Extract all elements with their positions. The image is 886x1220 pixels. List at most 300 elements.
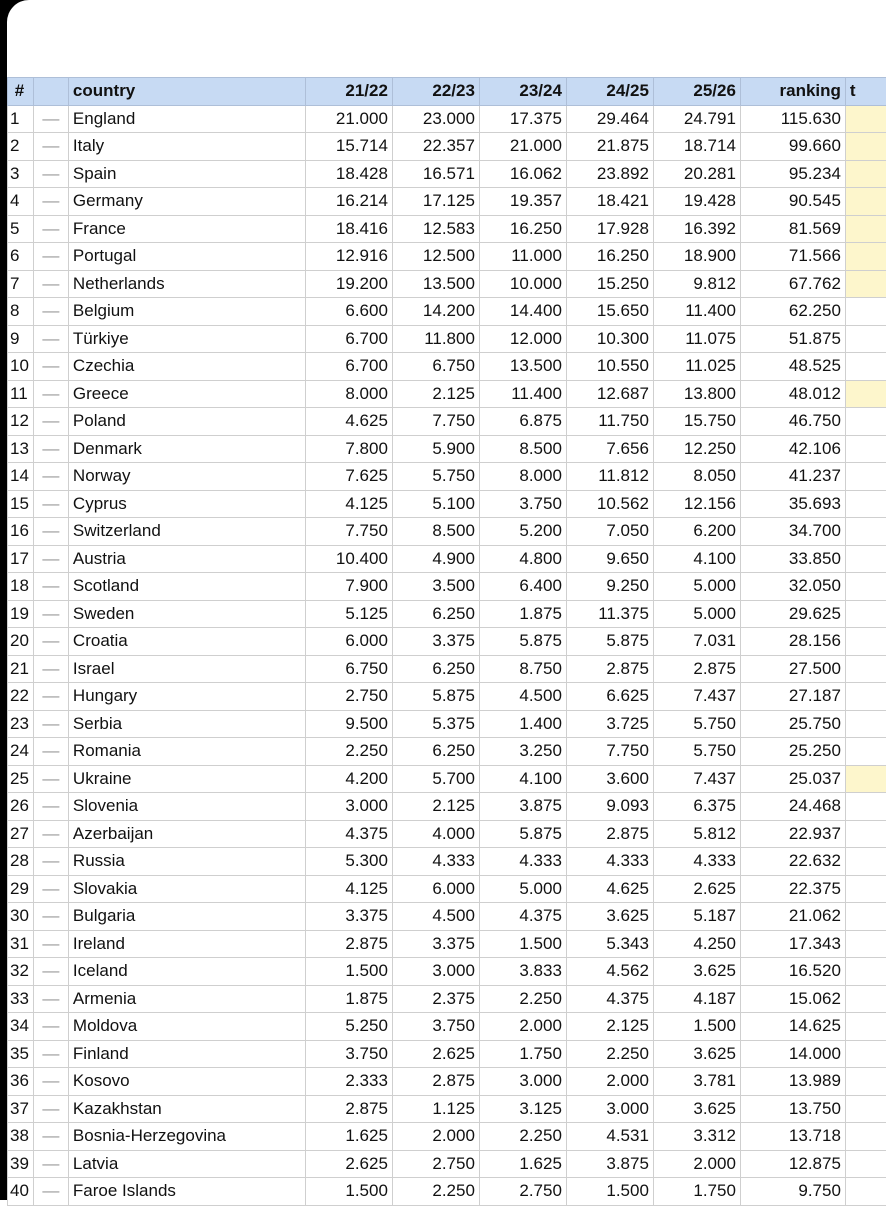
season-2223-cell[interactable]: 2.625 <box>392 1040 479 1068</box>
season-2425-cell[interactable]: 11.375 <box>566 600 653 628</box>
season-2526-cell[interactable]: 5.187 <box>653 903 740 931</box>
season-2324-cell[interactable]: 13.500 <box>479 353 566 381</box>
season-2425-cell[interactable]: 12.687 <box>566 380 653 408</box>
season-2324-cell[interactable]: 1.750 <box>479 1040 566 1068</box>
ranking-cell[interactable]: 67.762 <box>740 270 845 298</box>
extra-cell[interactable] <box>845 243 886 271</box>
season-2122-cell[interactable]: 4.625 <box>305 408 392 436</box>
season-2425-cell[interactable]: 7.050 <box>566 518 653 546</box>
country-cell[interactable]: Bosnia-Herzegovina <box>68 1123 305 1151</box>
season-2324-cell[interactable]: 11.400 <box>479 380 566 408</box>
rank-cell[interactable]: 11 <box>8 380 34 408</box>
extra-cell[interactable] <box>845 820 886 848</box>
season-2425-cell[interactable]: 4.375 <box>566 985 653 1013</box>
season-2526-cell[interactable]: 7.437 <box>653 683 740 711</box>
dash-cell[interactable]: — <box>33 270 68 298</box>
season-2122-cell[interactable]: 7.625 <box>305 463 392 491</box>
season-2425-cell[interactable]: 2.875 <box>566 820 653 848</box>
dash-cell[interactable]: — <box>33 1013 68 1041</box>
extra-cell[interactable] <box>845 1013 886 1041</box>
country-cell[interactable]: Belgium <box>68 298 305 326</box>
dash-cell[interactable]: — <box>33 903 68 931</box>
season-2223-cell[interactable]: 1.125 <box>392 1095 479 1123</box>
extra-cell[interactable] <box>845 848 886 876</box>
season-2223-cell[interactable]: 12.583 <box>392 215 479 243</box>
extra-cell[interactable] <box>845 985 886 1013</box>
dash-cell[interactable]: — <box>33 188 68 216</box>
season-2223-cell[interactable]: 5.375 <box>392 710 479 738</box>
season-2526-cell[interactable]: 4.333 <box>653 848 740 876</box>
season-2223-cell[interactable]: 2.250 <box>392 1178 479 1206</box>
season-2425-cell[interactable]: 2.125 <box>566 1013 653 1041</box>
extra-cell[interactable] <box>845 1040 886 1068</box>
season-2324-cell[interactable]: 2.250 <box>479 985 566 1013</box>
season-2526-cell[interactable]: 5.000 <box>653 573 740 601</box>
extra-cell[interactable] <box>845 628 886 656</box>
rank-cell[interactable]: 37 <box>8 1095 34 1123</box>
country-cell[interactable]: Czechia <box>68 353 305 381</box>
season-2223-cell[interactable]: 6.000 <box>392 875 479 903</box>
dash-cell[interactable]: — <box>33 435 68 463</box>
season-2122-cell[interactable]: 2.250 <box>305 738 392 766</box>
extra-cell[interactable] <box>845 1068 886 1096</box>
season-2526-cell[interactable]: 3.625 <box>653 958 740 986</box>
rank-cell[interactable]: 4 <box>8 188 34 216</box>
season-2425-cell[interactable]: 2.000 <box>566 1068 653 1096</box>
season-2324-cell[interactable]: 5.200 <box>479 518 566 546</box>
extra-cell[interactable] <box>845 1095 886 1123</box>
dash-cell[interactable]: — <box>33 105 68 133</box>
rank-cell[interactable]: 34 <box>8 1013 34 1041</box>
season-2526-cell[interactable]: 1.750 <box>653 1178 740 1206</box>
rank-cell[interactable]: 26 <box>8 793 34 821</box>
season-2122-cell[interactable]: 6.000 <box>305 628 392 656</box>
season-2425-cell[interactable]: 11.812 <box>566 463 653 491</box>
season-2425-cell[interactable]: 7.750 <box>566 738 653 766</box>
season-2425-cell[interactable]: 29.464 <box>566 105 653 133</box>
season-2223-cell[interactable]: 2.375 <box>392 985 479 1013</box>
season-2425-cell[interactable]: 4.625 <box>566 875 653 903</box>
season-2425-cell[interactable]: 10.550 <box>566 353 653 381</box>
ranking-cell[interactable]: 62.250 <box>740 298 845 326</box>
country-cell[interactable]: Poland <box>68 408 305 436</box>
season-2526-cell[interactable]: 11.400 <box>653 298 740 326</box>
season-2526-cell[interactable]: 18.900 <box>653 243 740 271</box>
season-2223-cell[interactable]: 5.700 <box>392 765 479 793</box>
rank-cell[interactable]: 25 <box>8 765 34 793</box>
season-2526-cell[interactable]: 3.312 <box>653 1123 740 1151</box>
season-2324-cell[interactable]: 2.750 <box>479 1178 566 1206</box>
country-cell[interactable]: Greece <box>68 380 305 408</box>
extra-cell[interactable] <box>845 600 886 628</box>
ranking-cell[interactable]: 15.062 <box>740 985 845 1013</box>
country-cell[interactable]: Bulgaria <box>68 903 305 931</box>
dash-cell[interactable]: — <box>33 490 68 518</box>
season-2223-cell[interactable]: 3.375 <box>392 930 479 958</box>
rank-cell[interactable]: 28 <box>8 848 34 876</box>
ranking-cell[interactable]: 71.566 <box>740 243 845 271</box>
season-2324-cell[interactable]: 17.375 <box>479 105 566 133</box>
extra-cell[interactable] <box>845 738 886 766</box>
country-cell[interactable]: Israel <box>68 655 305 683</box>
extra-cell[interactable] <box>845 298 886 326</box>
rank-cell[interactable]: 9 <box>8 325 34 353</box>
rank-cell[interactable]: 24 <box>8 738 34 766</box>
season-2324-cell[interactable]: 2.000 <box>479 1013 566 1041</box>
header-season-2223[interactable]: 22/23 <box>392 78 479 106</box>
dash-cell[interactable]: — <box>33 793 68 821</box>
country-cell[interactable]: Finland <box>68 1040 305 1068</box>
season-2526-cell[interactable]: 4.100 <box>653 545 740 573</box>
rank-cell[interactable]: 7 <box>8 270 34 298</box>
season-2324-cell[interactable]: 8.500 <box>479 435 566 463</box>
season-2526-cell[interactable]: 4.250 <box>653 930 740 958</box>
season-2223-cell[interactable]: 5.875 <box>392 683 479 711</box>
dash-cell[interactable]: — <box>33 215 68 243</box>
season-2223-cell[interactable]: 2.125 <box>392 380 479 408</box>
season-2324-cell[interactable]: 1.400 <box>479 710 566 738</box>
extra-cell[interactable] <box>845 683 886 711</box>
season-2122-cell[interactable]: 2.333 <box>305 1068 392 1096</box>
extra-cell[interactable] <box>845 188 886 216</box>
season-2122-cell[interactable]: 6.700 <box>305 325 392 353</box>
season-2526-cell[interactable]: 9.812 <box>653 270 740 298</box>
rank-cell[interactable]: 18 <box>8 573 34 601</box>
country-cell[interactable]: Faroe Islands <box>68 1178 305 1206</box>
season-2122-cell[interactable]: 18.428 <box>305 160 392 188</box>
season-2122-cell[interactable]: 15.714 <box>305 133 392 161</box>
ranking-cell[interactable]: 27.187 <box>740 683 845 711</box>
season-2526-cell[interactable]: 2.000 <box>653 1150 740 1178</box>
ranking-cell[interactable]: 90.545 <box>740 188 845 216</box>
dash-cell[interactable]: — <box>33 683 68 711</box>
ranking-cell[interactable]: 95.234 <box>740 160 845 188</box>
season-2526-cell[interactable]: 20.281 <box>653 160 740 188</box>
season-2324-cell[interactable]: 16.062 <box>479 160 566 188</box>
season-2122-cell[interactable]: 1.875 <box>305 985 392 1013</box>
season-2526-cell[interactable]: 19.428 <box>653 188 740 216</box>
season-2223-cell[interactable]: 4.333 <box>392 848 479 876</box>
ranking-cell[interactable]: 32.050 <box>740 573 845 601</box>
season-2324-cell[interactable]: 3.250 <box>479 738 566 766</box>
dash-cell[interactable]: — <box>33 765 68 793</box>
season-2425-cell[interactable]: 16.250 <box>566 243 653 271</box>
ranking-cell[interactable]: 25.250 <box>740 738 845 766</box>
country-cell[interactable]: Sweden <box>68 600 305 628</box>
season-2324-cell[interactable]: 5.875 <box>479 628 566 656</box>
country-cell[interactable]: Latvia <box>68 1150 305 1178</box>
season-2425-cell[interactable]: 9.093 <box>566 793 653 821</box>
country-cell[interactable]: Hungary <box>68 683 305 711</box>
dash-cell[interactable]: — <box>33 573 68 601</box>
season-2425-cell[interactable]: 5.875 <box>566 628 653 656</box>
season-2223-cell[interactable]: 2.750 <box>392 1150 479 1178</box>
season-2122-cell[interactable]: 1.500 <box>305 958 392 986</box>
season-2223-cell[interactable]: 11.800 <box>392 325 479 353</box>
extra-cell[interactable] <box>845 710 886 738</box>
rank-cell[interactable]: 36 <box>8 1068 34 1096</box>
rank-cell[interactable]: 39 <box>8 1150 34 1178</box>
season-2223-cell[interactable]: 4.000 <box>392 820 479 848</box>
season-2324-cell[interactable]: 8.000 <box>479 463 566 491</box>
season-2324-cell[interactable]: 4.800 <box>479 545 566 573</box>
country-cell[interactable]: Germany <box>68 188 305 216</box>
season-2526-cell[interactable]: 7.031 <box>653 628 740 656</box>
season-2425-cell[interactable]: 5.343 <box>566 930 653 958</box>
rank-cell[interactable]: 30 <box>8 903 34 931</box>
rank-cell[interactable]: 2 <box>8 133 34 161</box>
country-cell[interactable]: Netherlands <box>68 270 305 298</box>
season-2122-cell[interactable]: 7.750 <box>305 518 392 546</box>
ranking-cell[interactable]: 42.106 <box>740 435 845 463</box>
rank-cell[interactable]: 20 <box>8 628 34 656</box>
season-2324-cell[interactable]: 4.375 <box>479 903 566 931</box>
rank-cell[interactable]: 5 <box>8 215 34 243</box>
season-2324-cell[interactable]: 6.400 <box>479 573 566 601</box>
extra-cell[interactable] <box>845 1178 886 1206</box>
ranking-cell[interactable]: 9.750 <box>740 1178 845 1206</box>
season-2122-cell[interactable]: 1.500 <box>305 1178 392 1206</box>
ranking-cell[interactable]: 46.750 <box>740 408 845 436</box>
extra-cell[interactable] <box>845 545 886 573</box>
rank-cell[interactable]: 33 <box>8 985 34 1013</box>
season-2324-cell[interactable]: 1.875 <box>479 600 566 628</box>
season-2526-cell[interactable]: 2.625 <box>653 875 740 903</box>
ranking-cell[interactable]: 13.989 <box>740 1068 845 1096</box>
extra-cell[interactable] <box>845 875 886 903</box>
ranking-cell[interactable]: 22.375 <box>740 875 845 903</box>
season-2324-cell[interactable]: 5.875 <box>479 820 566 848</box>
dash-cell[interactable]: — <box>33 133 68 161</box>
season-2122-cell[interactable]: 12.916 <box>305 243 392 271</box>
season-2324-cell[interactable]: 4.333 <box>479 848 566 876</box>
country-cell[interactable]: Slovenia <box>68 793 305 821</box>
season-2223-cell[interactable]: 6.250 <box>392 738 479 766</box>
country-cell[interactable]: Cyprus <box>68 490 305 518</box>
ranking-cell[interactable]: 81.569 <box>740 215 845 243</box>
rank-cell[interactable]: 27 <box>8 820 34 848</box>
season-2425-cell[interactable]: 10.300 <box>566 325 653 353</box>
country-cell[interactable]: Croatia <box>68 628 305 656</box>
dash-cell[interactable]: — <box>33 1150 68 1178</box>
rank-cell[interactable]: 19 <box>8 600 34 628</box>
season-2122-cell[interactable]: 4.200 <box>305 765 392 793</box>
season-2526-cell[interactable]: 3.781 <box>653 1068 740 1096</box>
ranking-cell[interactable]: 17.343 <box>740 930 845 958</box>
season-2223-cell[interactable]: 8.500 <box>392 518 479 546</box>
country-cell[interactable]: Moldova <box>68 1013 305 1041</box>
ranking-cell[interactable]: 115.630 <box>740 105 845 133</box>
season-2223-cell[interactable]: 2.000 <box>392 1123 479 1151</box>
season-2526-cell[interactable]: 3.625 <box>653 1095 740 1123</box>
extra-cell[interactable] <box>845 160 886 188</box>
season-2122-cell[interactable]: 2.625 <box>305 1150 392 1178</box>
season-2223-cell[interactable]: 14.200 <box>392 298 479 326</box>
season-2526-cell[interactable]: 12.156 <box>653 490 740 518</box>
season-2425-cell[interactable]: 3.875 <box>566 1150 653 1178</box>
dash-cell[interactable]: — <box>33 160 68 188</box>
season-2526-cell[interactable]: 11.025 <box>653 353 740 381</box>
season-2324-cell[interactable]: 11.000 <box>479 243 566 271</box>
country-cell[interactable]: Scotland <box>68 573 305 601</box>
season-2324-cell[interactable]: 6.875 <box>479 408 566 436</box>
header-season-2526[interactable]: 25/26 <box>653 78 740 106</box>
rank-cell[interactable]: 21 <box>8 655 34 683</box>
season-2526-cell[interactable]: 16.392 <box>653 215 740 243</box>
season-2425-cell[interactable]: 2.250 <box>566 1040 653 1068</box>
season-2223-cell[interactable]: 6.750 <box>392 353 479 381</box>
season-2223-cell[interactable]: 4.900 <box>392 545 479 573</box>
country-cell[interactable]: Romania <box>68 738 305 766</box>
season-2122-cell[interactable]: 5.125 <box>305 600 392 628</box>
dash-cell[interactable]: — <box>33 380 68 408</box>
rank-cell[interactable]: 6 <box>8 243 34 271</box>
dash-cell[interactable]: — <box>33 1123 68 1151</box>
season-2425-cell[interactable]: 3.000 <box>566 1095 653 1123</box>
dash-cell[interactable]: — <box>33 985 68 1013</box>
ranking-cell[interactable]: 29.625 <box>740 600 845 628</box>
season-2122-cell[interactable]: 3.375 <box>305 903 392 931</box>
season-2425-cell[interactable]: 15.250 <box>566 270 653 298</box>
country-cell[interactable]: Azerbaijan <box>68 820 305 848</box>
season-2122-cell[interactable]: 19.200 <box>305 270 392 298</box>
season-2223-cell[interactable]: 16.571 <box>392 160 479 188</box>
season-2425-cell[interactable]: 2.875 <box>566 655 653 683</box>
season-2324-cell[interactable]: 3.000 <box>479 1068 566 1096</box>
season-2324-cell[interactable]: 1.500 <box>479 930 566 958</box>
season-2324-cell[interactable]: 4.100 <box>479 765 566 793</box>
extra-cell[interactable] <box>845 325 886 353</box>
ranking-cell[interactable]: 22.937 <box>740 820 845 848</box>
header-season-2425[interactable]: 24/25 <box>566 78 653 106</box>
extra-cell[interactable] <box>845 133 886 161</box>
ranking-cell[interactable]: 25.037 <box>740 765 845 793</box>
country-cell[interactable]: England <box>68 105 305 133</box>
header-season-2324[interactable]: 23/24 <box>479 78 566 106</box>
season-2526-cell[interactable]: 13.800 <box>653 380 740 408</box>
ranking-cell[interactable]: 14.625 <box>740 1013 845 1041</box>
season-2122-cell[interactable]: 8.000 <box>305 380 392 408</box>
season-2526-cell[interactable]: 6.375 <box>653 793 740 821</box>
header-country[interactable]: country <box>68 78 305 106</box>
season-2526-cell[interactable]: 15.750 <box>653 408 740 436</box>
season-2526-cell[interactable]: 5.750 <box>653 738 740 766</box>
ranking-cell[interactable]: 13.750 <box>740 1095 845 1123</box>
season-2122-cell[interactable]: 9.500 <box>305 710 392 738</box>
country-cell[interactable]: Spain <box>68 160 305 188</box>
season-2425-cell[interactable]: 21.875 <box>566 133 653 161</box>
dash-cell[interactable]: — <box>33 738 68 766</box>
season-2122-cell[interactable]: 6.750 <box>305 655 392 683</box>
season-2324-cell[interactable]: 21.000 <box>479 133 566 161</box>
country-cell[interactable]: Kosovo <box>68 1068 305 1096</box>
ranking-cell[interactable]: 24.468 <box>740 793 845 821</box>
ranking-cell[interactable]: 25.750 <box>740 710 845 738</box>
season-2122-cell[interactable]: 10.400 <box>305 545 392 573</box>
extra-cell[interactable] <box>845 270 886 298</box>
ranking-cell[interactable]: 16.520 <box>740 958 845 986</box>
season-2324-cell[interactable]: 19.357 <box>479 188 566 216</box>
extra-cell[interactable] <box>845 573 886 601</box>
season-2223-cell[interactable]: 12.500 <box>392 243 479 271</box>
season-2526-cell[interactable]: 18.714 <box>653 133 740 161</box>
season-2122-cell[interactable]: 6.700 <box>305 353 392 381</box>
dash-cell[interactable]: — <box>33 875 68 903</box>
extra-cell[interactable] <box>845 353 886 381</box>
ranking-cell[interactable]: 21.062 <box>740 903 845 931</box>
extra-cell[interactable] <box>845 408 886 436</box>
extra-cell[interactable] <box>845 490 886 518</box>
country-cell[interactable]: Italy <box>68 133 305 161</box>
rank-cell[interactable]: 17 <box>8 545 34 573</box>
extra-cell[interactable] <box>845 380 886 408</box>
rank-cell[interactable]: 40 <box>8 1178 34 1206</box>
season-2526-cell[interactable]: 5.000 <box>653 600 740 628</box>
dash-cell[interactable]: — <box>33 298 68 326</box>
ranking-cell[interactable]: 34.700 <box>740 518 845 546</box>
header-extra[interactable]: t <box>845 78 886 106</box>
rank-cell[interactable]: 8 <box>8 298 34 326</box>
season-2223-cell[interactable]: 3.500 <box>392 573 479 601</box>
ranking-cell[interactable]: 48.012 <box>740 380 845 408</box>
dash-cell[interactable]: — <box>33 1068 68 1096</box>
rank-cell[interactable]: 35 <box>8 1040 34 1068</box>
season-2324-cell[interactable]: 2.250 <box>479 1123 566 1151</box>
country-cell[interactable]: Iceland <box>68 958 305 986</box>
dash-cell[interactable]: — <box>33 243 68 271</box>
header-rank[interactable]: # <box>8 78 34 106</box>
dash-cell[interactable]: — <box>33 655 68 683</box>
country-cell[interactable]: Portugal <box>68 243 305 271</box>
rank-cell[interactable]: 29 <box>8 875 34 903</box>
ranking-cell[interactable]: 99.660 <box>740 133 845 161</box>
season-2324-cell[interactable]: 5.000 <box>479 875 566 903</box>
rank-cell[interactable]: 13 <box>8 435 34 463</box>
season-2122-cell[interactable]: 6.600 <box>305 298 392 326</box>
dash-cell[interactable]: — <box>33 820 68 848</box>
ranking-cell[interactable]: 41.237 <box>740 463 845 491</box>
ranking-cell[interactable]: 35.693 <box>740 490 845 518</box>
season-2223-cell[interactable]: 2.875 <box>392 1068 479 1096</box>
season-2324-cell[interactable]: 3.750 <box>479 490 566 518</box>
season-2526-cell[interactable]: 5.750 <box>653 710 740 738</box>
dash-cell[interactable]: — <box>33 463 68 491</box>
extra-cell[interactable] <box>845 930 886 958</box>
season-2425-cell[interactable]: 4.562 <box>566 958 653 986</box>
season-2122-cell[interactable]: 2.750 <box>305 683 392 711</box>
season-2223-cell[interactable]: 6.250 <box>392 655 479 683</box>
country-cell[interactable]: Ukraine <box>68 765 305 793</box>
rank-cell[interactable]: 16 <box>8 518 34 546</box>
season-2425-cell[interactable]: 15.650 <box>566 298 653 326</box>
season-2122-cell[interactable]: 5.250 <box>305 1013 392 1041</box>
extra-cell[interactable] <box>845 958 886 986</box>
ranking-cell[interactable]: 51.875 <box>740 325 845 353</box>
rank-cell[interactable]: 3 <box>8 160 34 188</box>
season-2526-cell[interactable]: 7.437 <box>653 765 740 793</box>
extra-cell[interactable] <box>845 1150 886 1178</box>
season-2425-cell[interactable]: 18.421 <box>566 188 653 216</box>
season-2526-cell[interactable]: 4.187 <box>653 985 740 1013</box>
extra-cell[interactable] <box>845 215 886 243</box>
country-cell[interactable]: Switzerland <box>68 518 305 546</box>
season-2425-cell[interactable]: 11.750 <box>566 408 653 436</box>
extra-cell[interactable] <box>845 903 886 931</box>
dash-cell[interactable]: — <box>33 408 68 436</box>
dash-cell[interactable]: — <box>33 930 68 958</box>
season-2223-cell[interactable]: 13.500 <box>392 270 479 298</box>
season-2122-cell[interactable]: 7.900 <box>305 573 392 601</box>
